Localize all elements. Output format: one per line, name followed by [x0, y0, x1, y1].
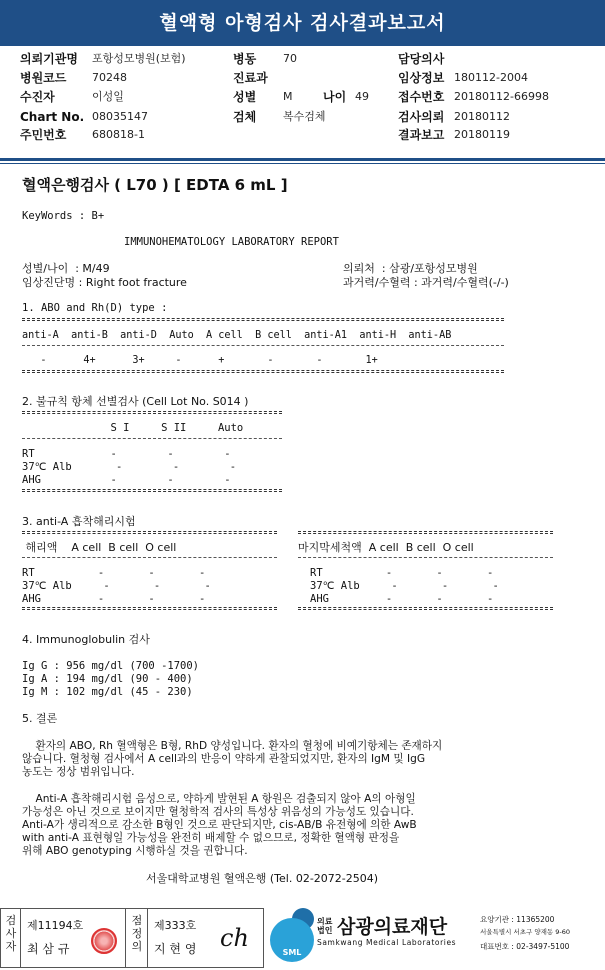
- s1-header: anti-A anti-B anti-D Auto A cell B cell anti-A1 anti-H anti-AB: [22, 330, 452, 341]
- rule: [298, 531, 553, 534]
- patient-label: 수진자: [20, 90, 55, 104]
- s2-row: 37℃ Alb - - -: [22, 461, 237, 473]
- chart-label: Chart No.: [20, 110, 85, 124]
- s3-title: 3. anti-A 흡착해리시험: [22, 515, 136, 528]
- clinical-label: 임상정보: [398, 71, 445, 85]
- s2-title: 2. 불규칙 항체 선별검사 (Cell Lot No. S014 ): [22, 395, 249, 408]
- signature-mark: ch: [220, 924, 249, 952]
- s1-values: - 4+ 3+ - + - - 1+: [22, 355, 378, 366]
- inspector-name: 최 삼 규: [27, 942, 70, 956]
- s2-header: S I S II Auto: [22, 422, 244, 434]
- age-label: 나이: [323, 90, 347, 104]
- s3-left-header: 해리액 A cell B cell O cell: [22, 541, 177, 554]
- report-date-label: 결과보고: [398, 128, 445, 142]
- s3-left-row: RT - - -: [22, 567, 206, 579]
- inspector-license: 제11194호: [27, 919, 84, 932]
- rule: [22, 607, 277, 610]
- report-title: 혈액형 아형검사 검사결과보고서: [0, 0, 605, 46]
- patient-value: 이성일: [92, 90, 124, 103]
- org-english: Samkwang Medical Laboratories: [317, 938, 457, 947]
- rule: [298, 607, 553, 610]
- specimen-label: 검체: [233, 110, 257, 124]
- sex-value: M: [283, 90, 293, 103]
- report-header: [0, 46, 605, 158]
- s3-right-row: 37℃ Alb - - -: [310, 580, 499, 592]
- rule: [298, 557, 553, 558]
- lab-signature: 서울대학교병원 혈액은행 (Tel. 02-2072-2504): [146, 872, 379, 885]
- receipt-value: 20180112-66998: [454, 90, 549, 103]
- request-value: 20180112: [454, 110, 510, 123]
- header-divider-thin: [0, 163, 605, 164]
- conclusion-paragraph-1: 환자의 ABO, Rh 혈액형은 B형, RhD 양성입니다. 환자의 혈청에 비예기항체는 존재하지 않습니다. 혈청형 검사에서 A cell과의 반응이 약하게 관찰되었지만, 환자의 IgM 및 IgG 농도는 정상 범위입니다.: [22, 740, 443, 778]
- keywords: KeyWords : B+: [22, 210, 105, 222]
- age-value: 49: [355, 90, 369, 103]
- lab-report-title: IMMUNOHEMATOLOGY LABORATORY REPORT: [124, 236, 339, 248]
- chart-value: 08035147: [92, 110, 148, 123]
- s4-title: 4. Immunoglobulin 검사: [22, 633, 150, 646]
- address: 서울특별시 서초구 양재동 9-60: [480, 928, 571, 936]
- divider: [20, 908, 21, 968]
- s4-row: Ig A : 194 mg/dl (90 - 400): [22, 673, 193, 685]
- confirm-name: 지 현 영: [154, 942, 197, 956]
- ward-label: 병동: [233, 52, 257, 66]
- institution-value: 포항성모병원(보험): [92, 52, 186, 65]
- hospcode-label: 병원코드: [20, 71, 67, 85]
- footer: [0, 906, 605, 970]
- sex-label: 성별: [233, 90, 257, 104]
- clinical-value: 180112-2004: [454, 71, 528, 84]
- dept-label: 진료과: [233, 71, 268, 85]
- org-name: 삼광의료재단: [337, 916, 448, 938]
- transfusion-line: 과거력/수혈력 : 과거력/수혈력(-/-): [343, 276, 509, 289]
- rule: [22, 531, 277, 534]
- s3-right-row: AHG - - -: [310, 593, 494, 605]
- rule: [22, 557, 277, 558]
- rrn-value: 680818-1: [92, 128, 145, 141]
- confirm-label: 점정의: [131, 914, 143, 953]
- rule: [22, 318, 504, 321]
- divider: [147, 908, 148, 968]
- rule: [22, 438, 282, 439]
- rule: [22, 345, 504, 346]
- s2-row: RT - - -: [22, 448, 231, 460]
- diagnosis-line: 임상진단명 : Right foot fracture: [22, 276, 187, 289]
- hospcode-value: 70248: [92, 71, 127, 84]
- inspector-seal-icon: [91, 928, 117, 954]
- receipt-label: 접수번호: [398, 90, 445, 104]
- header-divider: [0, 158, 605, 161]
- s5-title: 5. 결론: [22, 712, 58, 725]
- s4-row: Ig M : 102 mg/dl (45 - 230): [22, 686, 193, 698]
- rule: [22, 489, 282, 492]
- org-prefix: 의료법인: [317, 917, 333, 935]
- rule: [22, 411, 282, 414]
- s4-row: Ig G : 956 mg/dl (700 -1700): [22, 660, 200, 672]
- requester-line: 의뢰처 : 삼광/포항성모병원: [343, 262, 478, 275]
- institution-label: 의뢰기관명: [20, 52, 78, 66]
- divider: [125, 908, 126, 968]
- report-date-value: 20180119: [454, 128, 510, 141]
- phone: 대표번호 : 02-3497-5100: [480, 942, 570, 951]
- section-title: 혈액은행검사 ( L70 ) [ EDTA 6 mL ]: [22, 176, 288, 194]
- rrn-label: 주민번호: [20, 128, 67, 142]
- rule: [22, 370, 504, 373]
- inspector-label: 검사자: [5, 914, 17, 953]
- s3-left-row: AHG - - -: [22, 593, 206, 605]
- s3-left-row: 37℃ Alb - - -: [22, 580, 211, 592]
- logo-badge: SML: [282, 948, 302, 957]
- doctor-label: 담당의사: [398, 52, 445, 66]
- sex-age-line: 성별/나이 : M/49: [22, 262, 110, 275]
- logo-icon: [270, 918, 314, 962]
- request-label: 검사의뢰: [398, 110, 445, 124]
- s3-right-row: RT - - -: [310, 567, 494, 579]
- specimen-value: 복수검체: [283, 110, 326, 123]
- ward-value: 70: [283, 52, 297, 65]
- s3-right-header: 마지막세척액 A cell B cell O cell: [298, 541, 474, 554]
- conclusion-paragraph-2: Anti-A 흡착해리시험 음성으로, 약하게 발현된 A 항원은 검출되지 않아 A의 아형일 가능성은 아닌 것으로 보이지만 혈청학적 검사의 특성상 위음성의 가능성도 있습니다. Anti-A가 생리적으로 감소한 B형인 것으로 판단되지만, cis-AB/B 유전형에 의한 AwB with anti-A 표현형일 가능성을 완전히 배제할 수 없으므로, 정확한 혈액형 판정을 위해 ABO genotyping 시행하실 것을 권합니다.: [22, 793, 417, 857]
- confirm-license: 제333호: [154, 919, 197, 932]
- s2-row: AHG - - -: [22, 474, 231, 486]
- s1-title: 1. ABO and Rh(D) type :: [22, 302, 168, 314]
- reg-number: 요양기관 : 11365200: [480, 915, 555, 924]
